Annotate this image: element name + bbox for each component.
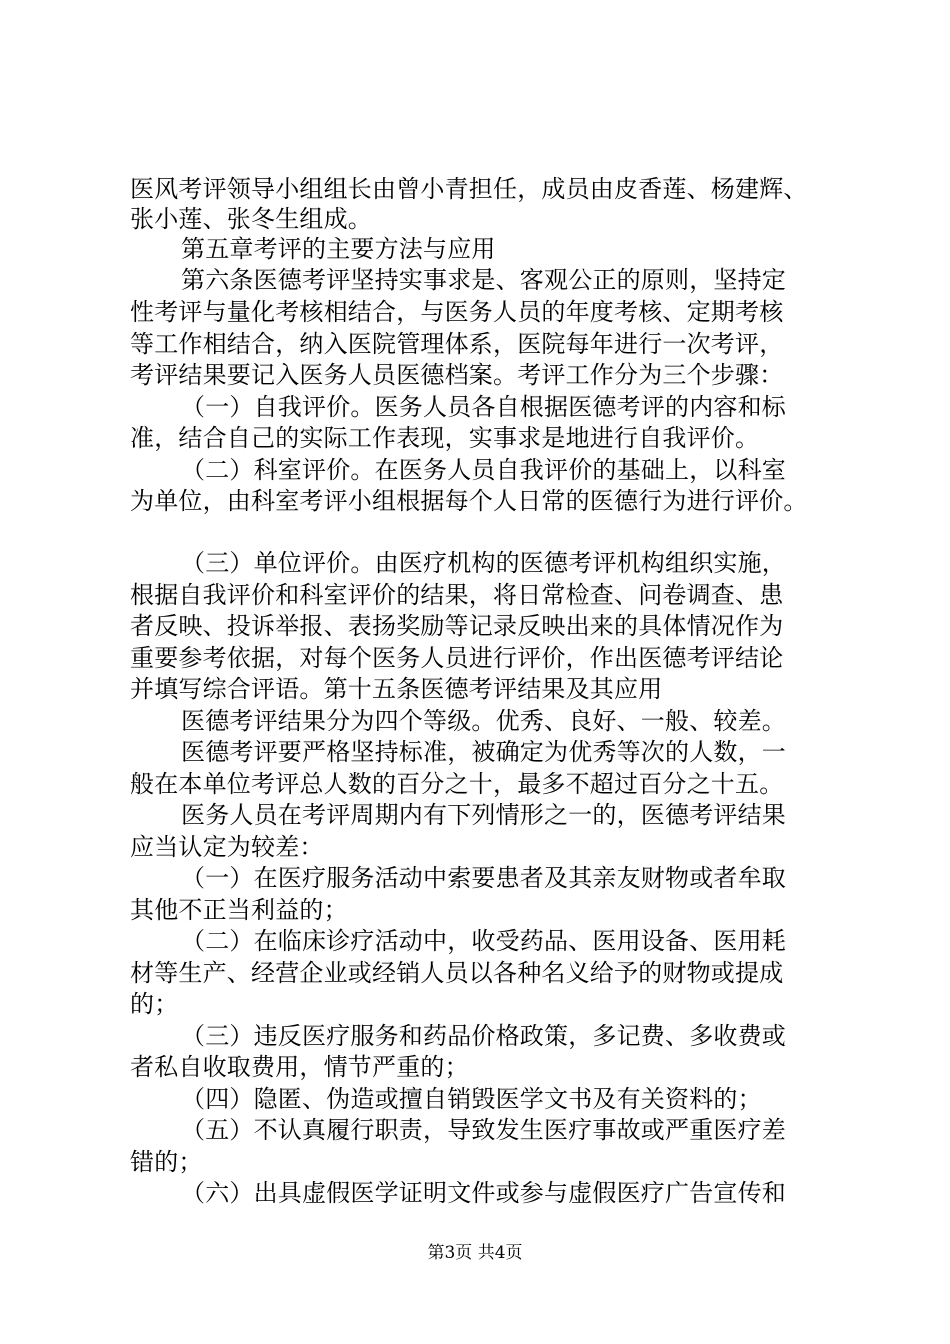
text-line: 应当认定为较差： <box>130 833 324 861</box>
text-line: （五）不认真履行职责，导致发生医疗事故或严重医疗差 <box>181 1116 786 1144</box>
text-line: 考评结果要记入医务人员医德档案。考评工作分为三个步骤： <box>130 361 784 389</box>
text-line: 医德考评结果分为四个等级。优秀、良好、一般、较差。 <box>181 707 786 735</box>
text-line: （六）出具虚假医学证明文件或参与虚假医疗广告宣传和 <box>181 1179 786 1207</box>
text-line: （二）在临床诊疗活动中，收受药品、医用设备、医用耗 <box>181 927 786 955</box>
text-line: 般在本单位考评总人数的百分之十，最多不超过百分之十五。 <box>130 770 784 798</box>
text-line: 并填写综合评语。第十五条医德考评结果及其应用 <box>130 675 663 703</box>
text-line: 第六条医德考评坚持实事求是、客观公正的原则，坚持定 <box>181 266 786 294</box>
page-number-footer: 第3页 共4页 <box>427 1243 523 1263</box>
text-line: （一）自我评价。医务人员各自根据医德考评的内容和标 <box>181 393 786 421</box>
text-line: 错的； <box>130 1148 203 1176</box>
text-line: 医务人员在考评周期内有下列情形之一的，医德考评结果 <box>181 801 786 829</box>
text-line: （三）单位评价。由医疗机构的医德考评机构组织实施， <box>181 549 786 577</box>
text-line: 重要参考依据，对每个医务人员进行评价，作出医德考评结论 <box>130 644 784 672</box>
text-line: 的； <box>130 990 179 1018</box>
text-line: （一）在医疗服务活动中索要患者及其亲友财物或者牟取 <box>181 864 786 892</box>
text-line: 医德考评要严格坚持标准，被确定为优秀等次的人数，一 <box>181 738 786 766</box>
text-line: 张小莲、张冬生组成。 <box>130 205 372 233</box>
text-line: 为单位，由科室考评小组根据每个人日常的医德行为进行评价。 <box>130 487 808 515</box>
text-line: （四）隐匿、伪造或擅自销毁医学文书及有关资料的； <box>181 1085 762 1113</box>
text-line: 等工作相结合，纳入医院管理体系，医院每年进行一次考评， <box>130 330 784 358</box>
chapter-heading: 第五章考评的主要方法与应用 <box>181 235 496 263</box>
text-line: 材等生产、经营企业或经销人员以各种名义给予的财物或提成 <box>130 959 784 987</box>
text-line: （三）违反医疗服务和药品价格政策，多记费、多收费或 <box>181 1022 786 1050</box>
text-line: 其他不正当利益的； <box>130 896 348 924</box>
text-line: 性考评与量化考核相结合，与医务人员的年度考核、定期考核 <box>130 298 784 326</box>
text-line: 准，结合自己的实际工作表现，实事求是地进行自我评价。 <box>130 424 760 452</box>
text-line: 者私自收取费用，情节严重的； <box>130 1053 469 1081</box>
text-line: 根据自我评价和科室评价的结果，将日常检查、问卷调查、患 <box>130 581 784 609</box>
text-line: 医风考评领导小组组长由曾小青担任，成员由皮香莲、杨建辉、 <box>130 175 808 203</box>
text-line: （二）科室评价。在医务人员自我评价的基础上，以科室 <box>181 456 786 484</box>
text-line: 者反映、投诉举报、表扬奖励等记录反映出来的具体情况作为 <box>130 612 784 640</box>
